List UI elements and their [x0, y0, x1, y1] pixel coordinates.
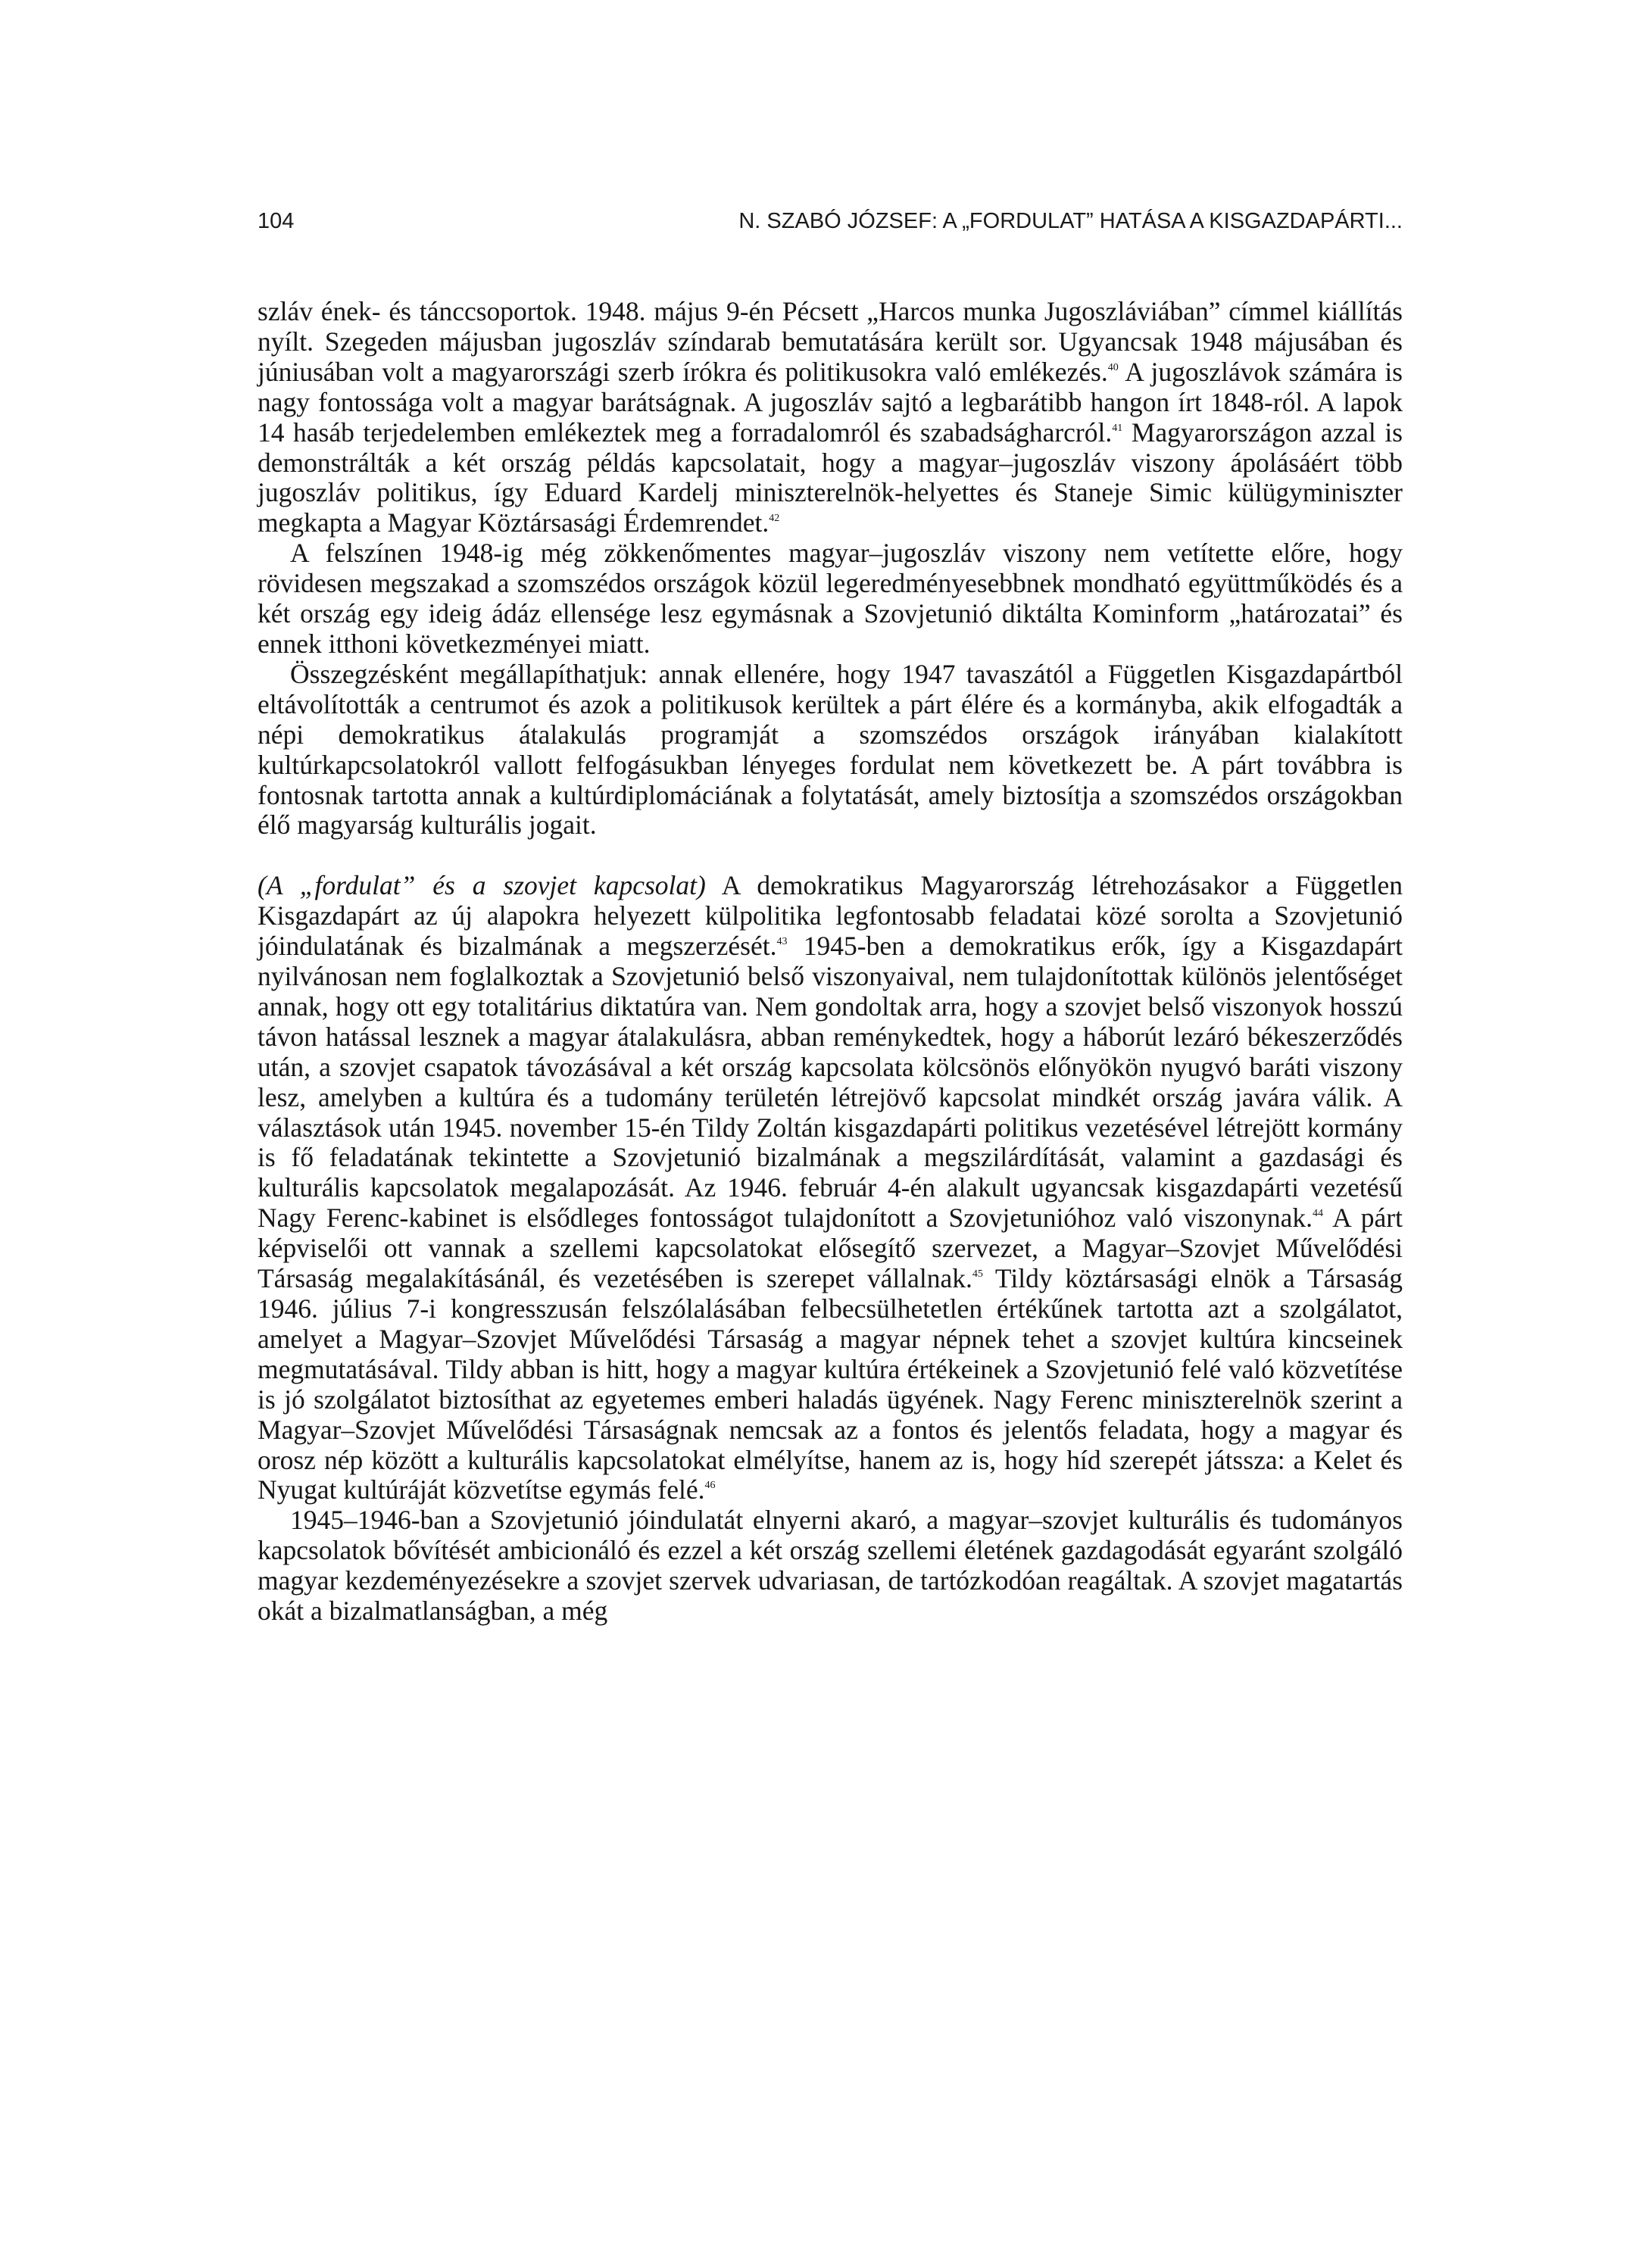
footnote-ref: 41: [1112, 422, 1123, 434]
footnote-ref: 44: [1313, 1208, 1324, 1220]
section-lead-in: (A „fordulat” és a szovjet kapcsolat): [258, 870, 706, 901]
text-segment: Tildy köztársasági elnök a Társaság 1946. július 7-i kongresszusán felszólalásában felbecsülhetetlen értékűnek tartotta azt a szolgálatot, amelyet a Magyar–Szovjet Művelődési Társaság a magyar népnek tehet a szovjet kultúra kincseinek megmutatásával. Tildy abban is hitt, hogy a magyar kultúra értékeinek a Szovjetunió felé való közvetítése is jó szolgálatot biztosíthat az egyetemes emberi haladás ügyének. Nagy Ferenc miniszterelnök szerint a Magyar–Szovjet Művelődési Társaságnak nemcsak az a fontos és jelentős feladata, hogy a magyar és orosz nép között a kulturális kapcsolatokat elmélyítse, hanem az is, hogy híd szerepét játssza: a Kelet és Nyugat kultúráját közvetítse egymás felé.: [258, 1263, 1403, 1505]
text-segment: Magyarországon azzal is demonstrálták a két ország példás kapcsolatait, hogy a magyar–jugoszláv viszony ápolásáért több jugoszláv politikus, így Eduard Kardelj miniszterelnök-helyettes és Staneje Simic külügyminiszter megkapta a Magyar Köztársasági Érdemrendet.: [258, 416, 1403, 538]
paragraph-soviet-response: [258, 1505, 1403, 1627]
text-segment: 1945-ben a demokratikus erők, így a Kisgazdapárt nyilvánosan nem foglalkoztak a Szovjetunió belső viszonyaival, nem tulajdonítottak különös jelentőséget annak, hogy ott egy totalitárius diktatúra van. Nem gondoltak arra, hogy a szovjet belső viszonyok hosszú távon hatással lesznek a magyar átalakulásra, abban reménykedtek, hogy a háborút lezáró békeszerződés után, a szovjet csapatok távozásával a két ország kapcsolata kölcsönös előnyökön nyugvó baráti viszony lesz, amelyben a kultúra és a tudomány területén létrejövő kapcsolat mindkét ország javára válik. A választások után 1945. november 15-én Tildy Zoltán kisgazdapárti politikus vezetésével létrejött kormány is fő feladatának tekintette a Szovjetunió bizalmának a megszilárdítását, valamint a gazdasági és kulturális kapcsolatok megalapozását. Az 1946. február 4-én alakult ugyancsak kisgazdapárti vezetésű Nagy Ferenc-kabinet is elsődleges fontosságot tulajdonított a Szovjetunióhoz való viszonynak.: [258, 931, 1403, 1234]
footnote-ref: 46: [704, 1480, 716, 1492]
footnote-ref: 42: [769, 513, 780, 525]
footnote-ref: 45: [972, 1268, 983, 1281]
text-segment: A demokratikus Magyarország létrehozásakor a Független Kisgazdapárt az új alapokra helyezett külpolitika legfontosabb feladatai közé sorolta a Szovjetunió jóindulatának és bizalmának a megszerzését.: [258, 870, 1403, 962]
paragraph-yugoslav-relations: [258, 297, 1403, 538]
paragraph-soviet-relations: [258, 871, 1403, 1505]
text-segment: A jugoszlávok számára is nagy fontossága volt a magyar barátságnak. A jugoszláv sajtó a legbarátibb hangon írt 1848-ról. A lapok 14 hasáb terjedelemben emlékeztek meg a forradalomról és szabadságharcról.: [258, 356, 1403, 448]
article-body: [258, 297, 1403, 1627]
running-title: N. SZABÓ JÓZSEF: A „FORDULAT” HATÁSA A KISGAZDAPÁRTI...: [738, 209, 1403, 233]
paragraph-surface-relations: [258, 538, 1403, 660]
text-segment: A felszínen 1948-ig még zökkenőmentes magyar–jugoszláv viszony nem vetítette előre, hogy rövidesen megszakad a szomszédos országok közül legeredményesebbnek mondható együttműködés és a két ország egy ideig ádáz ellensége lesz egymásnak a Szovjetunió diktálta Kominform „határozatai” és ennek itthoni következményei miatt.: [258, 538, 1403, 659]
paragraph-summary: [258, 660, 1403, 841]
text-segment: szláv ének- és tánccsoportok. 1948. május 9-én Pécsett „Harcos munka Jugoszláviában” címmel kiállítás nyílt. Szegeden májusban jugoszláv színdarab bemutatására került sor. Ugyancsak 1948 májusában és júniusában volt a magyarországi szerb írókra és politikusokra való emlékezés.: [258, 296, 1403, 387]
text-segment: Összegzésként megállapíthatjuk: annak ellenére, hogy 1947 tavaszától a Független Kisgazdapártból eltávolították a centrumot és azok a politikusok kerültek a párt élére és a kormányba, akik elfogadták a népi demokratikus átalakulás programját a szomszédos országok irányában kialakított kultúrkapcsolatokról vallott felfogásukban lényeges fordulat nem következett be. A párt továbbra is fontosnak tartotta annak a kultúrdiplomáciának a folytatását, amely biztosítja a szomszédos országokban élő magyarság kulturális jogait.: [258, 658, 1403, 841]
page-number: 104: [258, 209, 295, 233]
footnote-ref: 40: [1107, 361, 1119, 373]
text-segment: A párt képviselői ott vannak a szellemi kapcsolatokat elősegítő szervezet, a Magyar–Szovjet Művelődési Társaság megalakításánál, és vezetésében is szerepet vállalnak.: [258, 1203, 1403, 1294]
text-segment: 1945–1946-ban a Szovjetunió jóindulatát elnyerni akaró, a magyar–szovjet kulturális és tudományos kapcsolatok bővítését ambicionáló és ezzel a két ország szellemi életének gazdagodását egyaránt szolgáló magyar kezdeményezésekre a szovjet szervek udvariasan, de tartózkodóan reagáltak. A szovjet magatartás okát a bizalmatlanságban, a még: [258, 1505, 1403, 1627]
footnote-ref: 43: [776, 936, 788, 948]
page-header: [258, 203, 1403, 241]
